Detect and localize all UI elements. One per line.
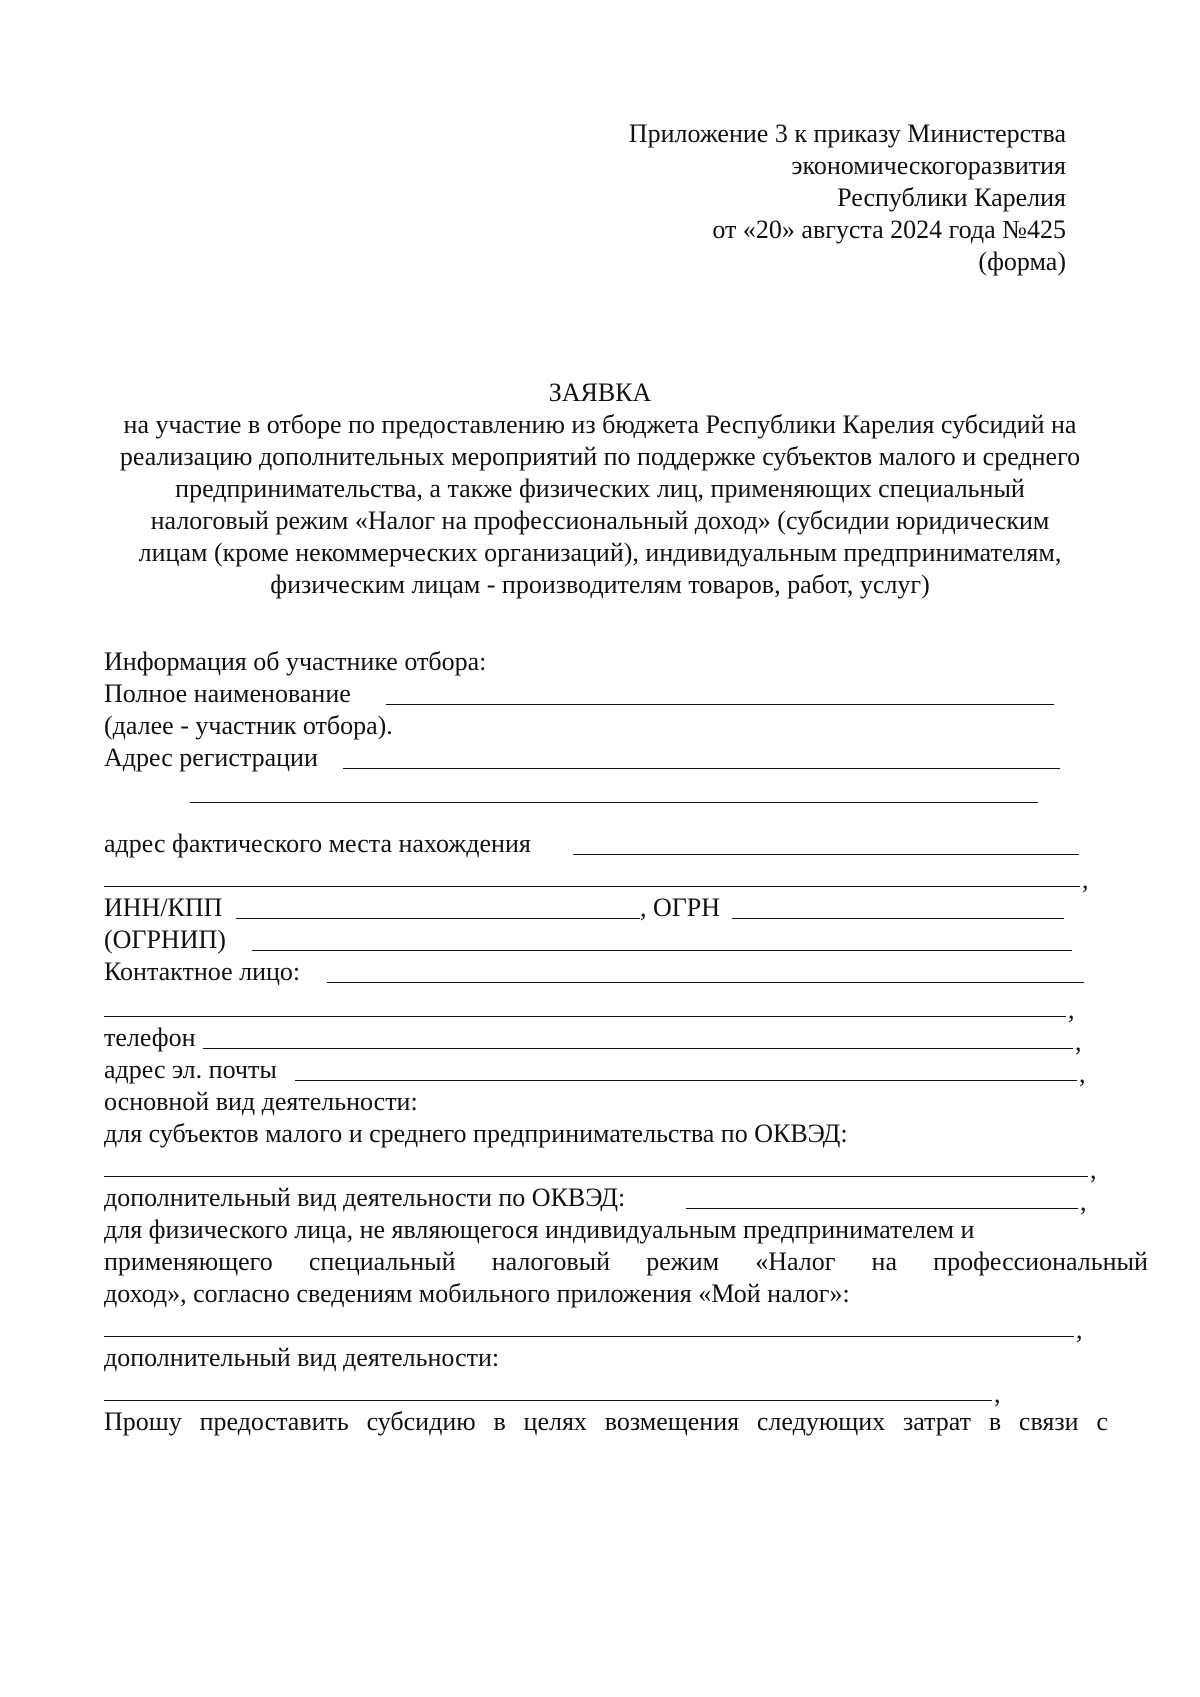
title-line-4: налоговый режим «Налог на профессиональный доход» (субсидии юридическим <box>150 506 1050 535</box>
email-label: адрес эл. почты <box>104 1055 277 1084</box>
individual-line-1: для физического лица, не являющегося индивидуальным предпринимателем и <box>104 1215 975 1244</box>
actual-address-field[interactable] <box>573 854 1079 855</box>
sme-okved-label: для субъектов малого и среднего предпринимательства по ОКВЭД: <box>104 1119 848 1148</box>
ogrnip-label: (ОГРНИП) <box>104 925 226 954</box>
ogrnip-field[interactable] <box>252 950 1072 951</box>
individual-activity-field[interactable] <box>104 1336 1074 1337</box>
email-field[interactable] <box>295 1080 1077 1081</box>
word: с <box>1096 1407 1108 1436</box>
comma: , <box>1068 995 1075 1024</box>
appendix-line-5: (форма) <box>978 247 1066 276</box>
word: налоговый <box>491 1247 611 1276</box>
title-line-3: предпринимательства, а также физических лиц, применяющих специальный <box>175 474 1025 503</box>
phone-label: телефон <box>104 1023 196 1052</box>
word: применяющего <box>104 1247 273 1276</box>
sme-okved-field[interactable] <box>104 1176 1088 1177</box>
full-name-label: Полное наименование <box>104 679 351 708</box>
inn-kpp-field[interactable] <box>236 918 640 919</box>
comma: , <box>1076 1315 1083 1344</box>
actual-address-field-line-2[interactable] <box>104 886 1080 887</box>
individual-line-3: доход», согласно сведениям мобильного приложения «Мой налог»: <box>104 1279 850 1308</box>
word: «Налог <box>755 1247 836 1276</box>
individual-line-2 <box>104 1246 1148 1278</box>
word: в <box>493 1407 506 1436</box>
title-line-2: реализацию дополнительных мероприятий по поддержке субъектов малого и среднего <box>119 442 1081 471</box>
word: связи <box>1018 1407 1079 1436</box>
comma: , <box>1080 1187 1087 1216</box>
reg-address-field[interactable] <box>343 768 1060 769</box>
ogrn-field[interactable] <box>732 918 1064 919</box>
word: профессиональный <box>933 1247 1148 1276</box>
word: в <box>988 1407 1002 1436</box>
word: предоставить <box>199 1407 349 1436</box>
word: на <box>871 1247 898 1276</box>
title-line-6: физическим лицам - производителям товаров, работ, услуг) <box>270 570 930 599</box>
additional-activity-field[interactable] <box>104 1400 992 1401</box>
inn-kpp-label: ИНН/КПП <box>104 893 223 922</box>
word: целях <box>523 1407 587 1436</box>
title-line-5: лицам (кроме некоммерческих организаций), индивидуальным предпринимателям, <box>138 538 1062 567</box>
comma: , <box>1082 865 1089 894</box>
appendix-line-1: Приложение 3 к приказу Министерства <box>628 119 1066 148</box>
participant-note: (далее - участник отбора). <box>104 711 393 740</box>
word: специальный <box>308 1247 456 1276</box>
additional-okved-label: дополнительный вид деятельности по ОКВЭД: <box>104 1183 626 1212</box>
ogrn-label: , ОГРН <box>640 893 721 922</box>
reg-address-label: Адрес регистрации <box>104 743 318 772</box>
appendix-header <box>629 118 1066 278</box>
word: затрат <box>902 1407 972 1436</box>
comma: , <box>1090 1155 1097 1184</box>
title-heading: ЗАЯВКА <box>548 378 652 407</box>
appendix-line-4: от «20» августа 2024 года №425 <box>712 215 1066 244</box>
comma: , <box>1079 1059 1086 1088</box>
appendix-line-3: Республики Карелия <box>837 183 1066 212</box>
word: субсидию <box>366 1407 476 1436</box>
main-activity-label: основной вид деятельности: <box>104 1087 418 1116</box>
contact-label: Контактное лицо: <box>104 957 301 986</box>
contact-field-line-2[interactable] <box>104 1016 1066 1017</box>
document-title <box>100 377 1100 601</box>
additional-okved-field[interactable] <box>686 1208 1078 1209</box>
word: следующих <box>756 1407 886 1436</box>
full-name-field[interactable] <box>386 704 1054 705</box>
reg-address-field-line-2[interactable] <box>190 802 1038 803</box>
appendix-line-2: экономическогоразвития <box>791 151 1066 180</box>
info-heading: Информация об участнике отбора: <box>104 647 487 676</box>
comma: , <box>994 1379 1001 1408</box>
title-line-1: на участие в отборе по предоставлению из бюджета Республики Карелия субсидий на <box>123 410 1077 439</box>
additional-activity-label: дополнительный вид деятельности: <box>104 1343 500 1372</box>
word: возмещения <box>604 1407 740 1436</box>
actual-address-label: адрес фактического места нахождения <box>104 829 531 858</box>
request-line <box>104 1406 1108 1438</box>
phone-field[interactable] <box>203 1048 1073 1049</box>
comma: , <box>1075 1027 1082 1056</box>
word: Прошу <box>104 1407 182 1436</box>
contact-field[interactable] <box>327 982 1084 983</box>
word: режим <box>646 1247 720 1276</box>
